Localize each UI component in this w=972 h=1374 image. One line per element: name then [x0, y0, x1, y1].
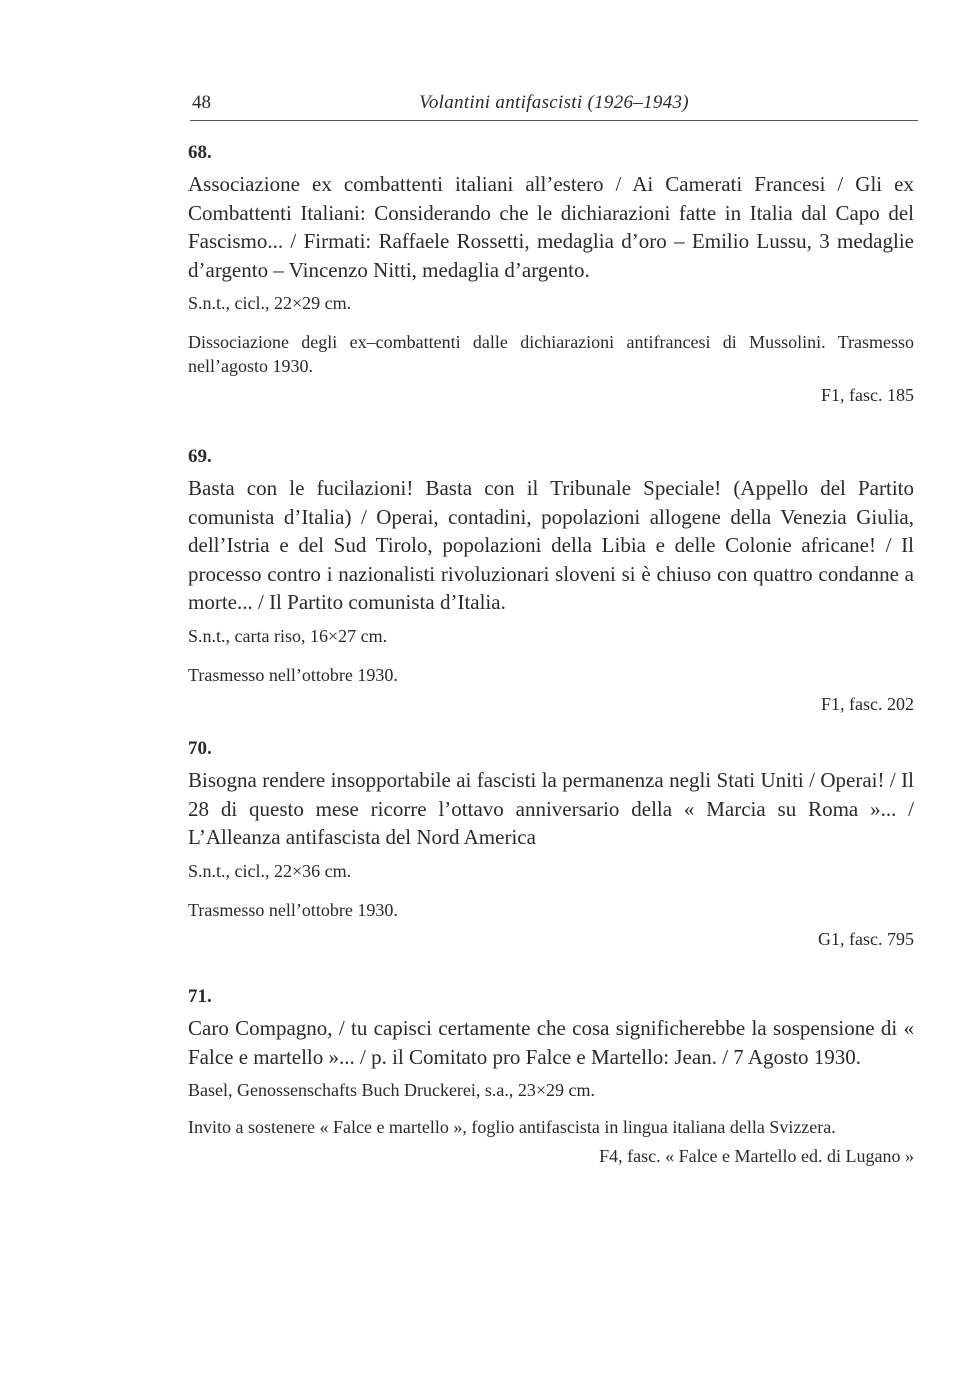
entry-number: 68. — [188, 142, 212, 163]
running-title: Volantini antifascisti (1926–1943) — [419, 92, 689, 113]
entry-archive-reference: G1, fasc. 795 — [818, 928, 914, 949]
catalog-entry-68 — [188, 140, 914, 408]
entry-title: Associazione ex combattenti italiani all’estero / Ai Camerati Francesi / Gli ex Combattenti Italiani: Considerando che le dichiarazioni fatte in Italia dal Capo del Fascismo... / Firmati: Raffaele Rossetti, medaglia d’oro – Emilio Lussu, 3 medaglie d’argento – Vincenzo Nitti, medaglia d’argento. — [188, 172, 914, 282]
page-number: 48 — [192, 92, 211, 113]
catalog-entry-71 — [188, 984, 914, 1169]
entry-number: 70. — [188, 738, 212, 759]
entry-archive-reference: F4, fasc. « Falce e Martello ed. di Lugano » — [599, 1146, 914, 1166]
entry-physical-description: S.n.t., cicl., 22×29 cm. — [188, 293, 352, 313]
entry-physical-description: S.n.t., cicl., 22×36 cm. — [188, 860, 352, 881]
entry-note: Dissociazione degli ex–combattenti dalle dichiarazioni antifrancesi di Mussolini. Trasmesso nell’agosto 1930. — [188, 332, 914, 376]
entry-archive-reference: F1, fasc. 185 — [821, 385, 914, 405]
entry-physical-description: S.n.t., carta riso, 16×27 cm. — [188, 625, 388, 646]
entry-title: Basta con le fucilazioni! Basta con il Tribunale Speciale! (Appello del Partito comunista d’Italia) / Operai, contadini, popolazioni allogene della Venezia Giulia, dell’Istria e del Sud Tirolo, popolazioni della Libia e delle Colonie africane! / Il processo contro i nazionalisti rivoluzionari sloveni si è chiuso con quattro condanne a morte... / Il Partito comunista d’Italia. — [188, 476, 914, 614]
entry-number: 69. — [188, 446, 212, 467]
catalog-entry-69 — [188, 444, 914, 717]
entry-note: Trasmesso nell’ottobre 1930. — [188, 899, 398, 920]
entry-title: Caro Compagno, / tu capisci certamente che cosa significherebbe la sospensione di « Falce e martello »... / p. il Comitato pro Falce e Martello: Jean. / 7 Agosto 1930. — [188, 1016, 914, 1069]
entry-archive-reference: F1, fasc. 202 — [821, 693, 914, 714]
entry-title: Bisogna rendere insopportabile ai fascisti la permanenza negli Stati Uniti / Operai! / Il 28 di questo mese ricorre l’ottavo anniversario della « Marcia su Roma »... / L’Alleanza antifascista del Nord America — [188, 768, 914, 849]
entry-note: Invito a sostenere « Falce e martello », foglio antifascista in lingua italiana della Svizzera. — [188, 1117, 836, 1137]
entry-number: 71. — [188, 986, 212, 1007]
catalog-entry-70 — [188, 736, 914, 952]
entry-note: Trasmesso nell’ottobre 1930. — [188, 664, 398, 685]
entry-physical-description: Basel, Genossenschafts Buch Druckerei, s.a., 23×29 cm. — [188, 1080, 596, 1100]
running-header — [190, 90, 918, 121]
